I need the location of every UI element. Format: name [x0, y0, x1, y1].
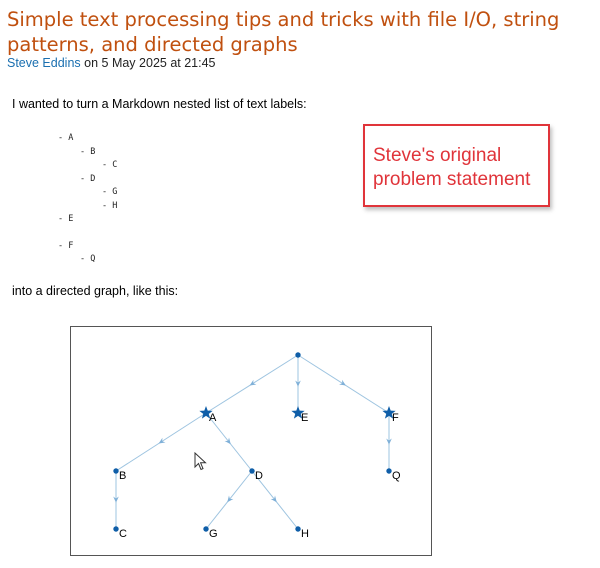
mouse-cursor-icon [194, 452, 208, 472]
callout-line-2: problem statement [373, 169, 531, 190]
graph-edges [116, 355, 389, 529]
graph-node-dot-icon [113, 526, 118, 531]
markdown-list-item: - G [102, 187, 118, 197]
author-link[interactable]: Steve Eddins [7, 56, 81, 70]
markdown-list-item: - E [58, 214, 74, 224]
graph-node-label: Q [392, 470, 401, 482]
callout-box [363, 124, 550, 207]
graph-node-dot-icon [386, 468, 391, 473]
directed-graph-figure [70, 326, 432, 556]
graph-node-label: C [119, 528, 127, 540]
byline [7, 56, 216, 70]
graph-node-label: B [119, 470, 127, 482]
markdown-list-item: - B [80, 146, 96, 157]
graph-node-label: A [209, 412, 217, 424]
graph-node-dot-icon [295, 352, 300, 357]
graph-node-dot-icon [203, 526, 208, 531]
markdown-list-item: - C [102, 160, 118, 170]
graph-node-dot-icon [113, 468, 118, 473]
graph-node-label: F [392, 412, 399, 424]
markdown-list-item: - D [80, 173, 96, 184]
markdown-list-item: - A [58, 133, 74, 143]
post-date: on 5 May 2025 at 21:45 [80, 56, 216, 70]
graph-node-label: G [209, 528, 218, 540]
intro-text: I wanted to turn a Markdown nested list of text labels: [12, 97, 307, 111]
page-title: Simple text processing tips and tricks with file I/O, string patterns, and directed graphs [7, 8, 560, 56]
graph-node-dot-icon [249, 468, 254, 473]
markdown-list-item: - Q [80, 254, 96, 264]
graph-node-label: H [301, 528, 309, 540]
outro-text: into a directed graph, like this: [12, 284, 179, 298]
graph-node-dot-icon [295, 526, 300, 531]
markdown-list-item: - H [102, 200, 118, 211]
graph-node-label: D [255, 470, 263, 482]
markdown-list-item: - F [58, 240, 74, 251]
graph-node-label: E [301, 412, 309, 424]
callout-line-1: Steve's original [373, 145, 502, 166]
graph-canvas [71, 327, 431, 555]
